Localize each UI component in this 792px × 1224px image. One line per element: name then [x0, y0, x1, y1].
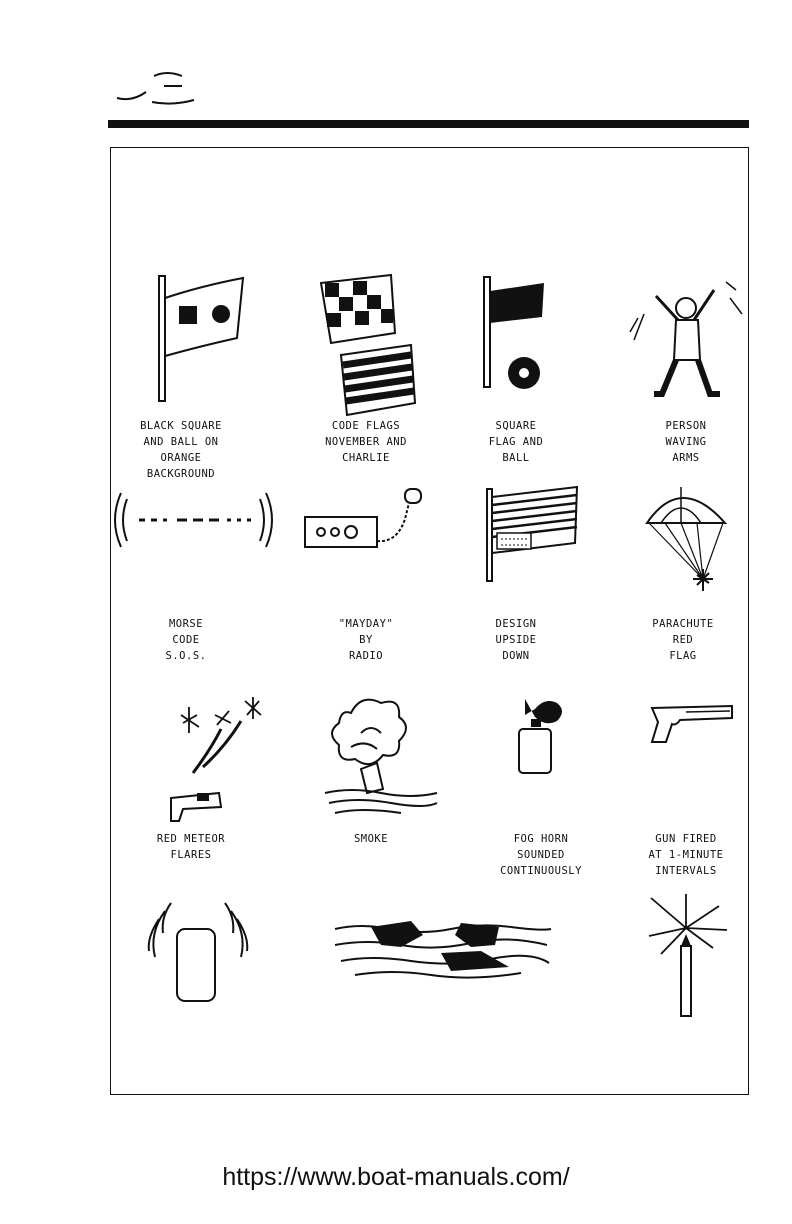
- flag-square-ball-icon: [151, 268, 261, 408]
- gun-icon: [646, 698, 736, 748]
- signal-caption: SQUARE FLAG AND BALL: [488, 420, 544, 464]
- meteor-flares-icon: [161, 693, 271, 823]
- header-rule: [108, 120, 749, 128]
- signal-caption: FOG HORN SOUNDED CONTINUOUSLY: [500, 833, 582, 877]
- signal-caption: DESIGN UPSIDE DOWN: [495, 618, 537, 662]
- signal-caption: PERSON WAVING ARMS: [665, 420, 707, 464]
- hand-flare-icon: [631, 888, 736, 1018]
- signal-caption: BLACK SQUARE AND BALL ON ORANGE BACKGROUND: [140, 420, 222, 480]
- footer-url[interactable]: https://www.boat-manuals.com/: [222, 1163, 570, 1191]
- signal-caption: RED METEOR FLARES: [156, 833, 226, 861]
- distress-signals-panel: [110, 147, 749, 1095]
- person-waving-icon: [626, 268, 751, 403]
- signal-caption: SMOKE: [353, 833, 389, 845]
- code-flags-icon: [311, 273, 431, 423]
- brand-logo: [112, 62, 202, 112]
- radio-mayday-icon: [301, 483, 436, 558]
- fog-horn-icon: [511, 693, 571, 778]
- signal-caption: GUN FIRED AT 1-MINUTE INTERVALS: [648, 833, 724, 877]
- upside-down-flag-icon: [481, 483, 586, 583]
- distress-beacon-icon: [141, 893, 256, 1008]
- signal-caption: PARACHUTE RED FLAG: [652, 618, 714, 662]
- dye-marker-icon: [331, 913, 556, 978]
- square-flag-ball-icon: [476, 273, 556, 403]
- signal-caption: MORSE CODE S.O.S.: [165, 618, 207, 662]
- parachute-flare-icon: [641, 483, 731, 598]
- morse-sos-icon: [111, 483, 276, 558]
- signal-caption: CODE FLAGS NOVEMBER AND CHARLIE: [325, 420, 407, 464]
- signal-caption: "MAYDAY" BY RADIO: [338, 618, 394, 662]
- smoke-signal-icon: [321, 693, 441, 823]
